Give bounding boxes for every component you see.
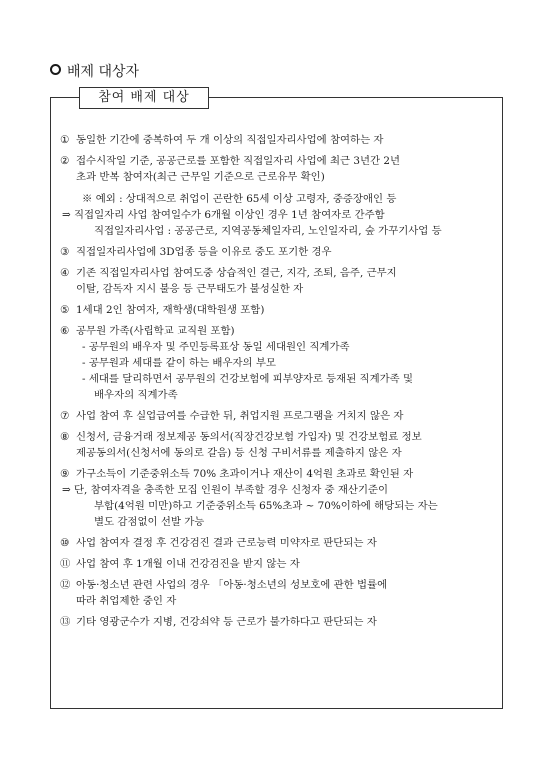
item-text: 접수시작일 기준, 공공근로를 포함한 직접일자리 사업에 최근 3년간 2년 [76, 155, 400, 167]
list-item [60, 535, 497, 551]
item-text: 기타 영광군수가 지병, 건강쇠약 등 근로가 불가하다고 판단되는 자 [76, 616, 377, 628]
item-dash-line: 배우자의 직계가족 [94, 389, 178, 401]
item-number: ⑫ [60, 579, 71, 591]
item-text: 사업 참여 후 실업급여를 수급한 뒤, 취업지원 프로그램을 거치지 않은 자 [76, 410, 404, 422]
item-note: ※ 예외 : 상대적으로 취업이 곤란한 65세 이상 고령자, 중증장애인 등 [82, 193, 397, 205]
list-item [60, 302, 497, 318]
list-item [60, 408, 497, 424]
list-item [60, 323, 497, 403]
item-arrow-note: 직접일자리사업 : 공공근로, 지역공동체일자리, 노인일자리, 숲 가꾸기사업 등 [94, 225, 442, 237]
list-item [60, 614, 497, 630]
box-title: 참여 배제 대상 [79, 87, 209, 109]
item-dash-line: - 공무원의 배우자 및 주민등록표상 동일 세대원인 직계가족 [82, 341, 350, 353]
item-number: ⑩ [60, 537, 70, 549]
exclusion-box [50, 90, 503, 709]
item-text: 1세대 2인 참여자, 재학생(대학원생 포함) [76, 304, 265, 316]
item-number: ① [60, 134, 70, 146]
item-text: 공무원 가족(사립학교 교직원 포함) [76, 325, 235, 337]
item-number: ⑦ [60, 410, 70, 422]
item-text: 사업 참여자 결정 후 건강검진 결과 근로능력 미약자로 판단되는 자 [76, 537, 377, 549]
item-number: ⑪ [60, 558, 71, 570]
section-heading-text: 배제 대상자 [67, 64, 140, 80]
item-dash-line: - 세대를 달리하면서 공무원의 건강보험에 피부양자로 등재된 직계가족 및 [82, 373, 414, 385]
list-item [60, 556, 497, 572]
list-item [60, 466, 497, 530]
list-item [60, 577, 497, 609]
item-arrow-note: ⇒ 직접일자리 사업 참여일수가 6개월 이상인 경우 1년 참여자로 간주함 [62, 209, 385, 221]
item-arrow-note: 별도 감점없이 선발 가능 [94, 516, 205, 528]
item-text: 제공동의서(신청서에 동의로 갈음) 등 신청 구비서류를 제출하지 않은 자 [76, 447, 402, 459]
list-item [60, 153, 497, 239]
exclusion-list [60, 132, 497, 635]
item-dash-line: - 공무원과 세대를 같이 하는 배우자의 부모 [82, 357, 276, 369]
item-text: 신청서, 금융거래 정보제공 동의서(직장건강보험 가입자) 및 건강보험료 정보 [76, 431, 422, 443]
item-text: 기존 직접일자리사업 참여도중 상습적인 결근, 지각, 조퇴, 음주, 근무지 [76, 267, 397, 279]
item-text: 가구소득이 기준중위소득 70% 초과이거나 재산이 4억원 초과로 확인된 자 [76, 468, 414, 480]
item-text: 사업 참여 후 1개월 이내 건강검진을 받지 않는 자 [76, 558, 300, 570]
item-number: ⑨ [60, 468, 70, 480]
item-number: ④ [60, 267, 70, 279]
section-heading [50, 64, 139, 80]
item-arrow-note: 부합(4억원 미만)하고 기준중위소득 65%초과 ~ 70%이하에 해당되는 자는 [94, 500, 438, 512]
list-item [60, 244, 497, 260]
list-item [60, 429, 497, 461]
item-number: ② [60, 155, 70, 167]
list-item [60, 265, 497, 297]
item-text: 초과 반복 참여자(최근 근무일 기준으로 근로유무 확인) [76, 171, 325, 183]
item-text: 동일한 기간에 중복하여 두 개 이상의 직접일자리사업에 참여하는 자 [76, 134, 384, 146]
item-text: 이탈, 감독자 지시 불응 등 근무태도가 불성실한 자 [76, 283, 304, 295]
item-number: ③ [60, 246, 70, 258]
circle-bullet-icon [50, 64, 61, 75]
item-number: ⑥ [60, 325, 70, 337]
item-number: ⑧ [60, 431, 70, 443]
item-arrow-note: ⇒ 단, 참여자격을 충족한 모집 인원이 부족할 경우 신청자 중 재산기준이 [62, 484, 389, 496]
item-text: 직접일자리사업에 3D업종 등을 이유로 중도 포기한 경우 [76, 246, 332, 258]
item-number: ⑤ [60, 304, 70, 316]
item-number: ⑬ [60, 616, 71, 628]
list-item [60, 132, 497, 148]
item-text: 따라 취업제한 중인 자 [76, 595, 177, 607]
item-text: 아동·청소년 관련 사업의 경우 「아동·청소년의 성보호에 관한 법률에 [76, 579, 388, 591]
